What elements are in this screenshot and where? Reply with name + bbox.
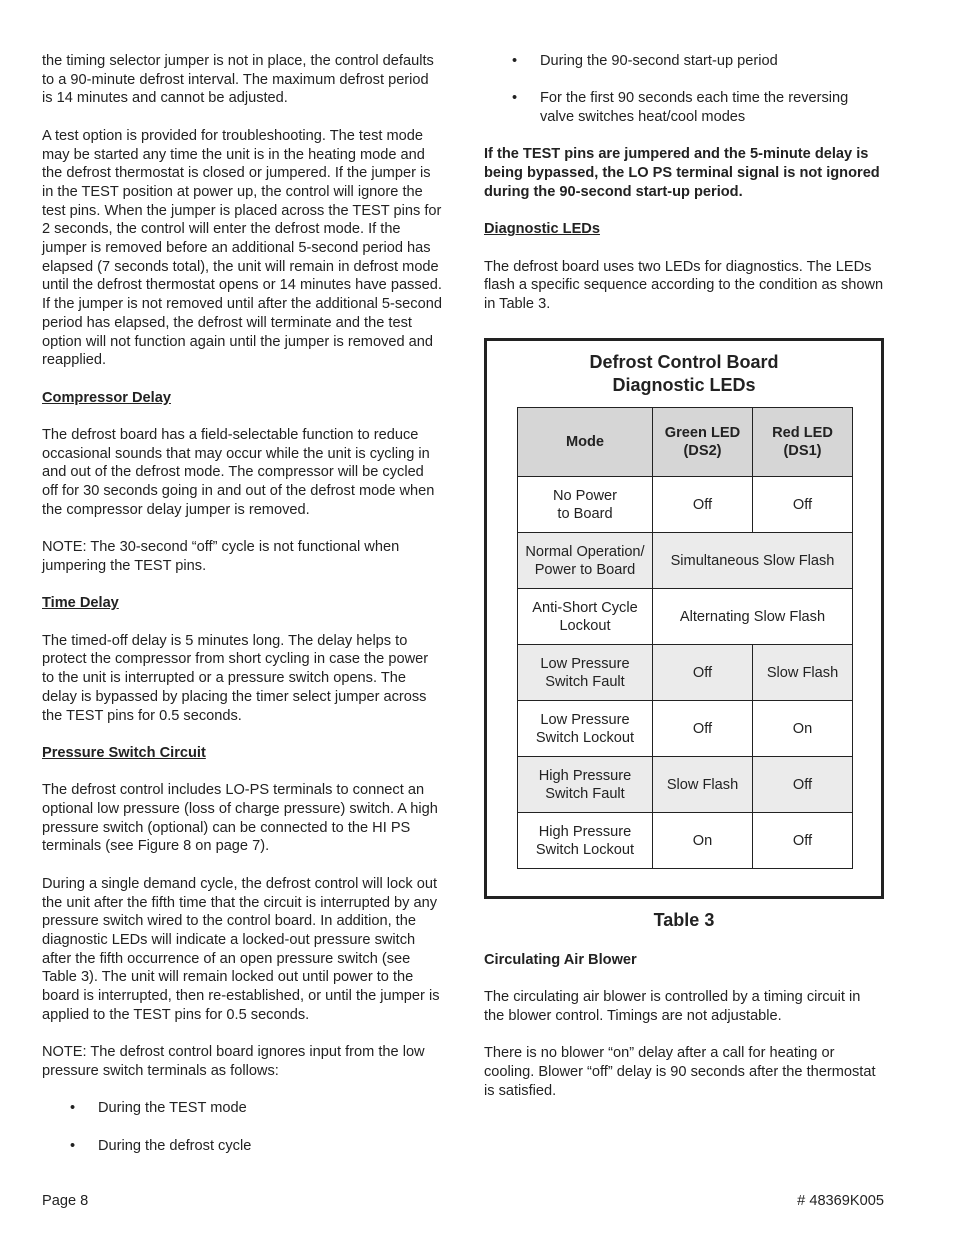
note-paragraph-2: NOTE: The defrost control board ignores input from the low pressure switch terminals as follows:	[42, 1044, 425, 1079]
pressure-switch-paragraph-1: The defrost control includes LO-PS terminals to connect an optional low pressure (loss of charge pressure) switch. A high pressure switch (optional) can be connected to the HI PS terminals (see Figure 8 on page 7).	[42, 782, 438, 855]
startup-conditions-list	[484, 52, 884, 127]
list-item: • During the 90-second start-up period	[484, 52, 884, 71]
table-title-line-2: Diagnostic LEDs	[612, 375, 756, 395]
circulating-air-blower-heading: Circulating Air Blower	[484, 952, 637, 968]
diagnostic-leds-heading: Diagnostic LEDs	[484, 221, 600, 238]
both-leds-cell: Alternating Slow Flash	[653, 589, 853, 645]
header-green-led	[653, 408, 753, 477]
list-item: • For the first 90 seconds each time the reversing valve switches heat/cool modes	[484, 89, 884, 126]
table-header-row	[518, 408, 853, 477]
both-leds-cell: Simultaneous Slow Flash	[653, 533, 853, 589]
header-red-line-1: Red LED	[772, 425, 833, 441]
ignore-conditions-list	[42, 1099, 442, 1155]
table-caption: Table 3	[653, 910, 715, 930]
list-item: • During the TEST mode	[42, 1099, 442, 1118]
green-led-cell: Off	[653, 701, 753, 757]
table-row	[518, 589, 853, 645]
left-column	[42, 52, 442, 1174]
right-column	[484, 52, 884, 332]
table-title-line-1: Defrost Control Board	[589, 352, 779, 372]
mode-line-2: Switch Lockout	[535, 729, 635, 746]
red-led-cell: Off	[753, 813, 853, 869]
mode-cell	[518, 589, 653, 645]
mode-line-2: Switch Fault	[545, 673, 625, 690]
table-title	[487, 351, 881, 397]
mode-line-1: Anti-Short Cycle	[532, 599, 638, 616]
table-row	[518, 477, 853, 533]
diagnostic-leds-table	[517, 407, 853, 869]
test-option-paragraph: A test option is provided for troubleshooting. The test mode may be started any time the unit is in the heating mode and the defrost thermostat is closed or jumpered. If the jumper is in the TEST position at power up, the control will ignore the test pins. When the jumper is placed across the TEST pins for 2 seconds, the control will enter the defrost mode. If the jumper is removed before an additional 5-second period has elapsed (7 seconds total), the unit will remain in defrost mode until the defrost thermostat opens or 14 minutes have passed. If the jumper is not removed until after the additional 5-second period has elapsed, the defrost will terminate and the test option will not function again until the jumper is removed and reapplied.	[42, 127, 442, 369]
table-row	[518, 813, 853, 869]
header-red-line-2: (DS1)	[783, 443, 822, 459]
table-row	[518, 757, 853, 813]
right-column-lower	[484, 951, 884, 1119]
green-led-cell: On	[653, 813, 753, 869]
green-led-cell: Off	[653, 645, 753, 701]
document-number: # 48369K005	[797, 1193, 884, 1209]
mode-line-1: High Pressure	[538, 767, 632, 784]
table-row	[518, 701, 853, 757]
header-mode: Mode	[518, 408, 653, 477]
header-green-line-2: (DS2)	[683, 443, 722, 459]
header-green-line-1: Green LED	[664, 425, 741, 441]
mode-line-2: Lockout	[559, 617, 611, 634]
mode-line-2: Switch Lockout	[535, 841, 635, 858]
compressor-delay-heading: Compressor Delay	[42, 389, 171, 406]
mode-cell	[518, 645, 653, 701]
mode-line-1: Low Pressure	[540, 711, 630, 728]
mode-line-1: Low Pressure	[540, 655, 630, 672]
mode-cell	[518, 533, 653, 589]
compressor-delay-paragraph: The defrost board has a field-selectable function to reduce occasional sounds that may occur while the unit is cycling in and out of the defrost mode. The compressor will be cycled off for 30 seconds going in and out of the defrost mode when the compressor delay jumper is removed.	[42, 427, 435, 518]
green-led-cell: Slow Flash	[653, 757, 753, 813]
mode-line-2: Power to Board	[534, 561, 636, 578]
table-row	[518, 533, 853, 589]
red-led-cell: Slow Flash	[753, 645, 853, 701]
mode-cell	[518, 477, 653, 533]
table-row	[518, 645, 853, 701]
mode-line-1: Normal Operation/	[525, 543, 645, 560]
mode-line-2: to Board	[557, 505, 613, 522]
diagnostic-table-frame	[484, 338, 884, 899]
list-item: • During the defrost cycle	[42, 1137, 442, 1156]
mode-line-1: High Pressure	[538, 823, 632, 840]
mode-line-1: No Power	[552, 487, 618, 504]
mode-cell	[518, 813, 653, 869]
blower-paragraph-1: The circulating air blower is controlled by a timing circuit in the blower control. Timings are not adjustable.	[484, 989, 861, 1025]
time-delay-paragraph: The timed-off delay is 5 minutes long. The delay helps to protect the compressor from short cycling in case the power to the unit is interrupted or a pressure switch opens. The delay is bypassed by placing the timer select jumper across the TEST pins for 0.5 seconds.	[42, 632, 429, 724]
red-led-cell: Off	[753, 757, 853, 813]
blower-paragraph-2: There is no blower “on” delay after a call for heating or cooling. Blower “off” delay is 90 seconds after the thermostat is satisfied.	[484, 1045, 876, 1099]
intro-paragraph: the timing selector jumper is not in place, the control defaults to a 90-minute defrost interval. The maximum defrost period is 14 minutes and cannot be adjusted.	[42, 53, 434, 107]
test-pins-warning: If the TEST pins are jumpered and the 5-minute delay is being bypassed, the LO PS terminal signal is not ignored during the 90-second start-up period.	[484, 146, 880, 200]
green-led-cell: Off	[653, 477, 753, 533]
red-led-cell: Off	[753, 477, 853, 533]
mode-cell	[518, 701, 653, 757]
time-delay-heading: Time Delay	[42, 595, 119, 612]
page-number: Page 8	[42, 1193, 89, 1209]
diagnostic-leds-paragraph: The defrost board uses two LEDs for diagnostics. The LEDs flash a specific sequence according to the condition as shown in Table 3.	[484, 258, 884, 313]
pressure-switch-paragraph-2: During a single demand cycle, the defrost control will lock out the unit after the fifth time that the circuit is interrupted by any pressure switch wired to the control board. In addition, the diagnostic LEDs will indicate a locked-out pressure switch after the fifth occurrence of an open pressure switch (see Table 3). The unit will remain locked out until power to the board is interrupted, then re-established, or until the jumper is applied to the TEST pins for 0.5 seconds.	[42, 875, 440, 1023]
mode-line-2: Switch Fault	[545, 785, 625, 802]
note-paragraph-1: NOTE: The 30-second “off” cycle is not functional when jumpering the TEST pins.	[42, 539, 400, 574]
red-led-cell: On	[753, 701, 853, 757]
pressure-switch-heading: Pressure Switch Circuit	[42, 744, 206, 761]
header-red-led	[753, 408, 853, 477]
mode-cell	[518, 757, 653, 813]
